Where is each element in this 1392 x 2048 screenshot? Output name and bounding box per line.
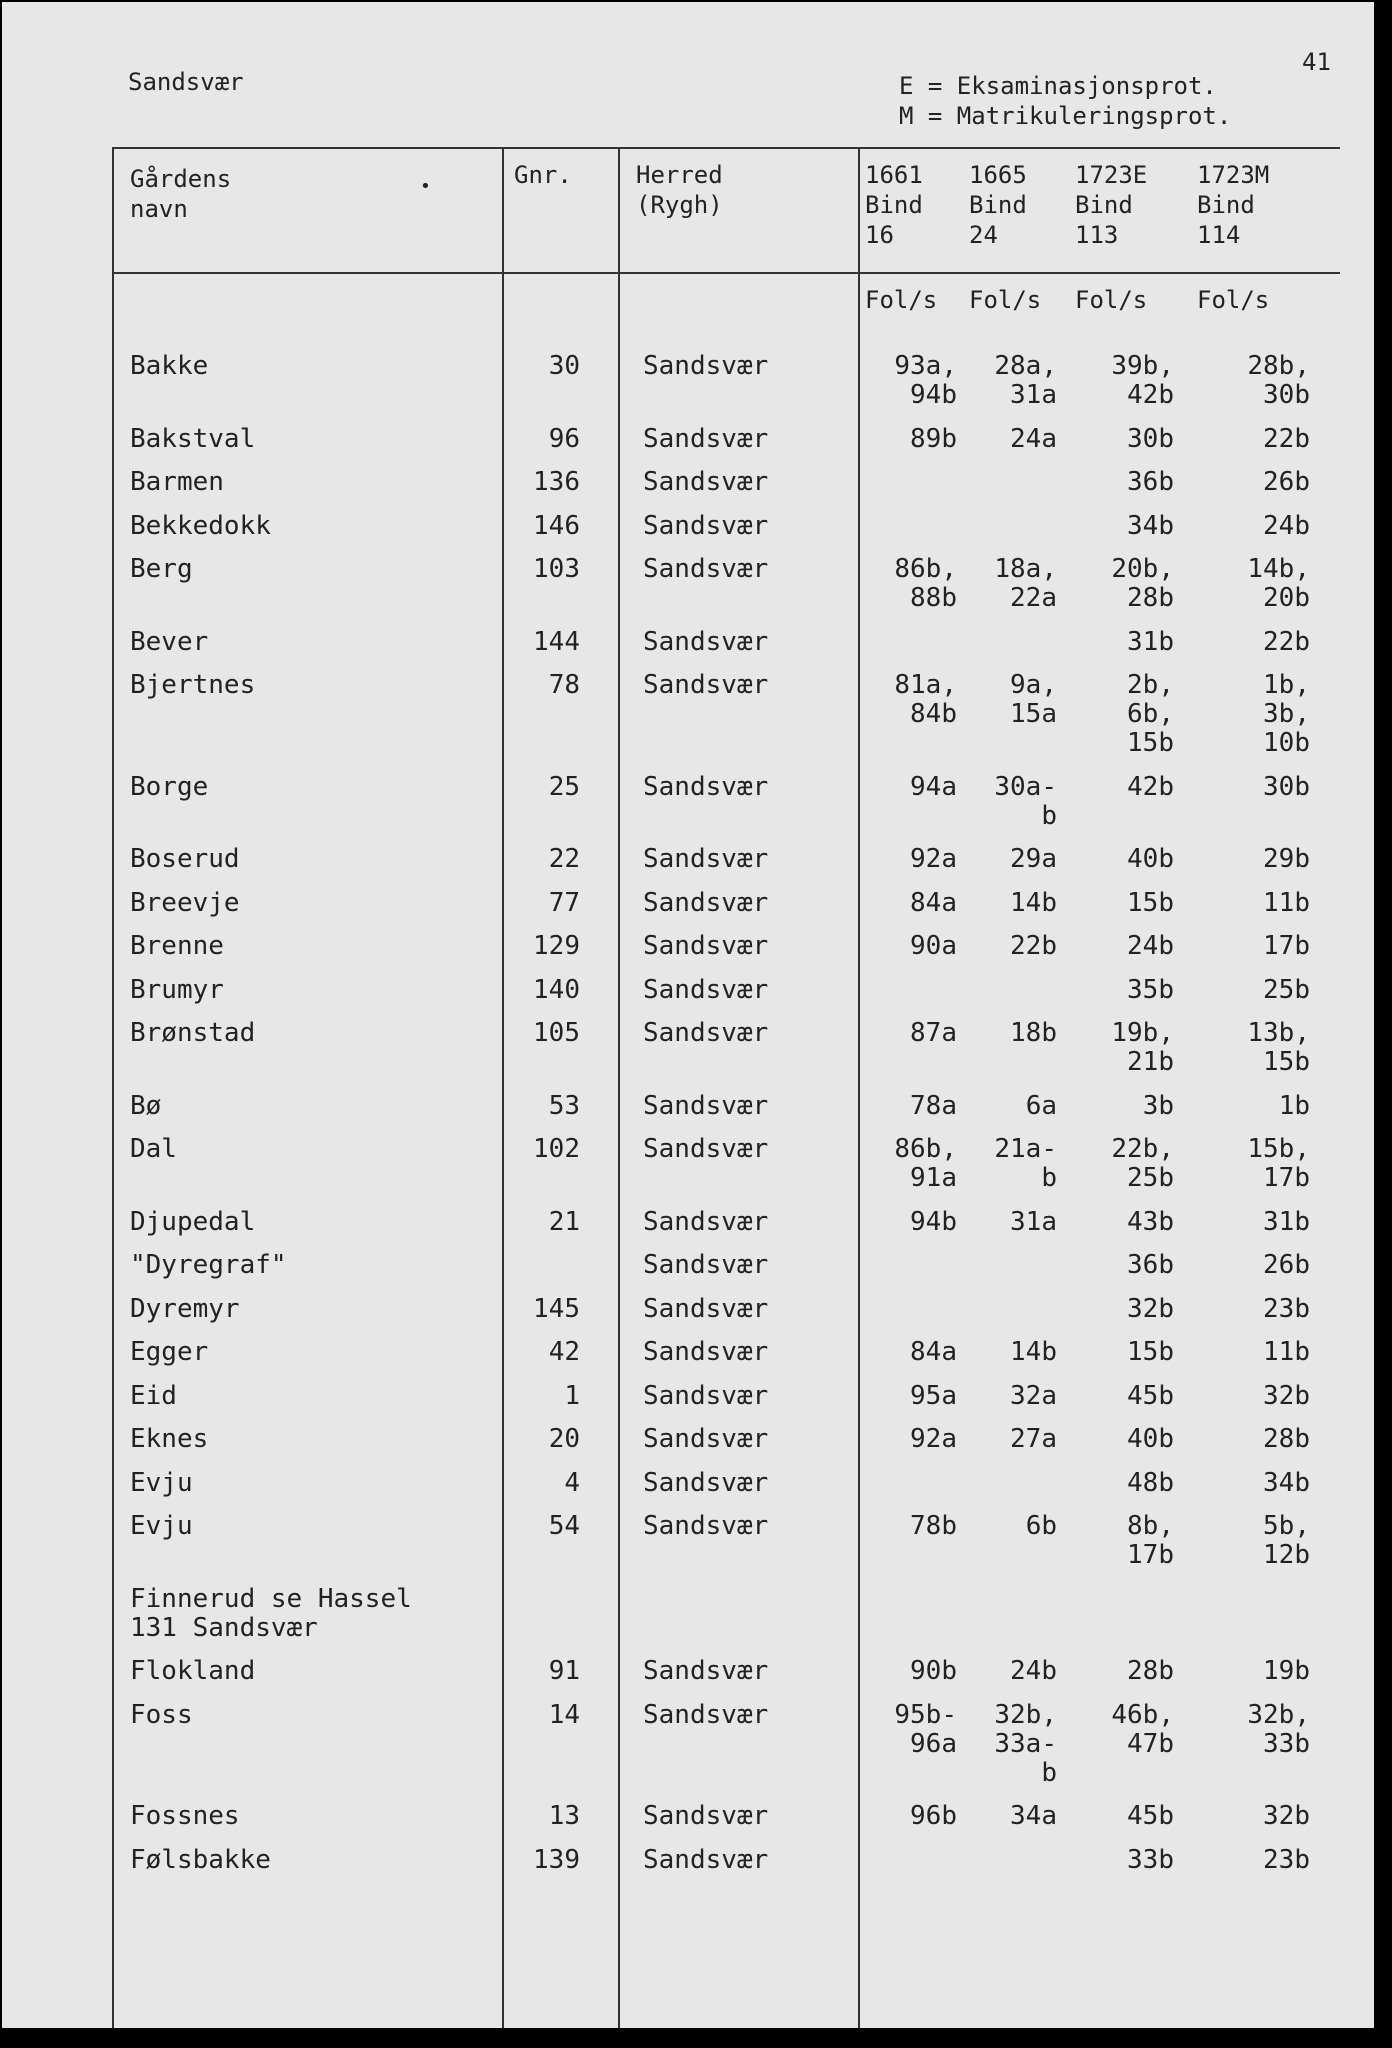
cell-name: Dyremyr <box>130 1293 240 1324</box>
cell-herred: Sandsvær <box>643 974 769 1005</box>
page-number: 41 <box>1302 48 1331 76</box>
cell-name: Bever <box>130 626 209 657</box>
cell-herred: Sandsvær <box>643 1293 769 1324</box>
cell-gnr: 20 <box>548 1424 580 1454</box>
unit-fol-s: Fol/s <box>969 286 1042 314</box>
cell-name: Bakke <box>130 351 209 381</box>
cell-1661: 78a <box>910 1090 957 1121</box>
cell-herred: Sandsvær <box>643 1250 769 1280</box>
cell-name: Foss <box>130 1699 193 1730</box>
cell-name: Følsbakke <box>130 1844 271 1875</box>
col-header-herred: Herred (Rygh) <box>636 161 723 219</box>
cell-herred: Sandsvær <box>643 1801 769 1831</box>
cell-1665: 6a <box>1025 1090 1057 1121</box>
table-left-border <box>112 147 114 2028</box>
cell-1661: 92a <box>910 1424 957 1454</box>
cell-1661: 86b, 91a <box>894 1134 957 1193</box>
cell-herred: Sandsvær <box>643 670 769 700</box>
cell-1665: 6b <box>1025 1511 1057 1541</box>
cell-name: Bjertnes <box>130 670 256 700</box>
cell-1723e: 28b <box>1127 1656 1174 1686</box>
cell-1665: 21a- b <box>994 1134 1057 1193</box>
cell-1723m: 5b, 12b <box>1263 1511 1310 1570</box>
cell-1665: 9a, 15a <box>1010 670 1057 729</box>
cell-1661: 90a <box>910 931 957 961</box>
cell-1723e: 36b <box>1127 467 1174 497</box>
cell-1723e: 45b <box>1127 1380 1174 1411</box>
cell-gnr: 77 <box>548 887 580 918</box>
cell-1723m: 24b <box>1263 510 1310 541</box>
cell-1723m: 31b <box>1263 1206 1310 1237</box>
cell-herred: Sandsvær <box>643 554 769 584</box>
cell-1665: 34a <box>1010 1801 1057 1831</box>
cell-1661: 81a, 84b <box>894 670 957 729</box>
cell-1723m: 23b <box>1263 1844 1310 1875</box>
cell-name: Flokland <box>130 1656 256 1686</box>
cell-1723m: 1b, 3b, 10b <box>1263 670 1310 758</box>
cell-gnr: 136 <box>533 467 580 497</box>
document-page <box>2 2 1374 2028</box>
cell-1723e: 35b <box>1127 974 1174 1005</box>
cell-herred: Sandsvær <box>643 1090 769 1121</box>
table-top-rule <box>112 147 1340 149</box>
cell-gnr: 53 <box>548 1090 580 1121</box>
cell-1723e: 43b <box>1127 1206 1174 1237</box>
cell-1723e: 2b, 6b, 15b <box>1127 670 1174 758</box>
cell-1723e: 24b <box>1127 931 1174 961</box>
cell-gnr: 96 <box>548 423 580 454</box>
cell-gnr: 4 <box>564 1467 580 1498</box>
cell-1723e: 30b <box>1127 423 1174 454</box>
cell-1665: 31a <box>1010 1206 1057 1237</box>
cell-gnr: 103 <box>533 554 580 584</box>
cell-name: Boserud <box>130 844 240 874</box>
cell-name: Brønstad <box>130 1018 256 1048</box>
cell-1723m: 13b, 15b <box>1247 1018 1310 1077</box>
col-header-1661: 1661 Bind 16 <box>865 161 923 249</box>
cell-1661: 92a <box>910 844 957 874</box>
cell-1723m: 25b <box>1263 974 1310 1005</box>
cell-1723m: 14b, 20b <box>1247 554 1310 613</box>
cell-gnr: 1 <box>564 1380 580 1411</box>
cell-1661: 89b <box>910 423 957 454</box>
cell-1661: 96b <box>910 1801 957 1831</box>
col-header-1665: 1665 Bind 24 <box>969 161 1027 249</box>
cell-1665: 14b <box>1010 887 1057 918</box>
cell-1723m: 32b, 33b <box>1247 1699 1310 1759</box>
cell-gnr: 78 <box>548 670 580 700</box>
cell-1665: 24b <box>1010 1656 1057 1686</box>
cell-1665: 28a, 31a <box>994 351 1057 410</box>
cell-name: Borge <box>130 771 209 802</box>
cell-herred: Sandsvær <box>643 1380 769 1411</box>
cell-herred: Sandsvær <box>643 510 769 541</box>
header-dot: • <box>420 176 431 197</box>
cell-1665: 18a, 22a <box>994 554 1057 613</box>
cell-name: Fossnes <box>130 1801 240 1831</box>
cell-1661: 87a <box>910 1018 957 1048</box>
cell-1723m: 11b <box>1263 887 1310 918</box>
cell-gnr: 22 <box>548 844 580 874</box>
cell-gnr: 14 <box>548 1699 580 1730</box>
cell-1661: 86b, 88b <box>894 554 957 613</box>
col-header-1723m: 1723M Bind 114 <box>1197 161 1270 249</box>
cell-gnr: 140 <box>533 974 580 1005</box>
cell-1723m: 26b <box>1263 1250 1310 1280</box>
cell-1723e: 40b <box>1127 844 1174 874</box>
cell-herred: Sandsvær <box>643 1337 769 1367</box>
col-header-1723e: 1723E Bind 113 <box>1075 161 1148 249</box>
cell-name: Djupedal <box>130 1206 256 1237</box>
cell-1723e: 39b, 42b <box>1111 351 1174 410</box>
cell-1723e: 15b <box>1127 887 1174 918</box>
district-title: Sandsvær <box>128 68 244 96</box>
col-header-gnr: Gnr. <box>514 161 572 189</box>
cell-1723e: 20b, 28b <box>1111 554 1174 613</box>
cell-1723m: 29b <box>1263 844 1310 874</box>
cell-1723m: 17b <box>1263 931 1310 961</box>
cell-1723e: 31b <box>1127 626 1174 657</box>
cell-name: Finnerud se Hassel 131 Sandsvær <box>130 1583 412 1643</box>
cell-herred: Sandsvær <box>643 1206 769 1237</box>
cell-1723m: 1b <box>1278 1090 1310 1121</box>
cell-1723m: 22b <box>1263 626 1310 657</box>
cell-1665: 32b, 33a- b <box>994 1699 1057 1788</box>
cell-1665: 22b <box>1010 931 1057 961</box>
cell-herred: Sandsvær <box>643 844 769 874</box>
cell-gnr: 13 <box>548 1801 580 1831</box>
cell-1723e: 15b <box>1127 1337 1174 1367</box>
header-bottom-rule <box>112 272 1340 274</box>
cell-1723m: 11b <box>1263 1337 1310 1367</box>
cell-herred: Sandsvær <box>643 1656 769 1686</box>
cell-herred: Sandsvær <box>643 351 769 381</box>
cell-herred: Sandsvær <box>643 423 769 454</box>
cell-1665: 29a <box>1010 844 1057 874</box>
cell-1723e: 34b <box>1127 510 1174 541</box>
cell-1723m: 30b <box>1263 771 1310 802</box>
unit-fol-s: Fol/s <box>865 286 938 314</box>
cell-1723e: 33b <box>1127 1844 1174 1875</box>
cell-gnr: 91 <box>548 1656 580 1686</box>
cell-1723m: 28b <box>1263 1424 1310 1454</box>
cell-1723e: 36b <box>1127 1250 1174 1280</box>
cell-1723m: 28b, 30b <box>1247 351 1310 410</box>
cell-1665: 14b <box>1010 1337 1057 1367</box>
cell-gnr: 42 <box>548 1337 580 1367</box>
cell-herred: Sandsvær <box>643 1467 769 1498</box>
cell-1661: 94b <box>910 1206 957 1237</box>
cell-herred: Sandsvær <box>643 1699 769 1730</box>
cell-1723e: 32b <box>1127 1293 1174 1324</box>
cell-name: Evju <box>130 1467 193 1498</box>
cell-1661: 84a <box>910 1337 957 1367</box>
cell-1723e: 8b, 17b <box>1127 1511 1174 1570</box>
cell-1723e: 19b, 21b <box>1111 1018 1174 1077</box>
cell-gnr: 102 <box>533 1134 580 1164</box>
cell-herred: Sandsvær <box>643 1424 769 1454</box>
cell-herred: Sandsvær <box>643 1844 769 1875</box>
cell-1661: 94a <box>910 771 957 802</box>
cell-gnr: 30 <box>548 351 580 381</box>
unit-fol-s: Fol/s <box>1075 286 1148 314</box>
cell-name: Brumyr <box>130 974 224 1005</box>
cell-name: Dal <box>130 1134 177 1164</box>
cell-1661: 95b- 96a <box>894 1699 957 1759</box>
cell-name: Eid <box>130 1380 177 1411</box>
cell-gnr: 105 <box>533 1018 580 1048</box>
cell-name: Barmen <box>130 467 224 497</box>
col-header-name: Gårdens navn <box>130 165 232 223</box>
cell-name: Bakstval <box>130 423 256 454</box>
cell-gnr: 21 <box>548 1206 580 1237</box>
cell-1661: 93a, 94b <box>894 351 957 410</box>
cell-1723m: 32b <box>1263 1801 1310 1831</box>
cell-name: Berg <box>130 554 193 584</box>
cell-1723m: 22b <box>1263 423 1310 454</box>
cell-1723e: 42b <box>1127 771 1174 802</box>
cell-herred: Sandsvær <box>643 1018 769 1048</box>
cell-1661: 95a <box>910 1380 957 1411</box>
cell-1723m: 26b <box>1263 467 1310 497</box>
cell-name: Eknes <box>130 1424 209 1454</box>
unit-fol-s: Fol/s <box>1197 286 1270 314</box>
cell-herred: Sandsvær <box>643 771 769 802</box>
cell-1665: 32a <box>1010 1380 1057 1411</box>
cell-gnr: 144 <box>533 626 580 657</box>
cell-1723m: 15b, 17b <box>1247 1134 1310 1193</box>
cell-name: Bekkedokk <box>130 510 271 541</box>
cell-name: Egger <box>130 1337 209 1367</box>
cell-gnr: 146 <box>533 510 580 541</box>
cell-gnr: 139 <box>533 1844 580 1875</box>
cell-name: Bø <box>130 1090 162 1121</box>
cell-1723m: 34b <box>1263 1467 1310 1498</box>
cell-1723e: 45b <box>1127 1801 1174 1831</box>
cell-herred: Sandsvær <box>643 887 769 918</box>
cell-1665: 27a <box>1010 1424 1057 1454</box>
cell-name: Brenne <box>130 931 224 961</box>
cell-1661: 84a <box>910 887 957 918</box>
cell-1723e: 48b <box>1127 1467 1174 1498</box>
cell-herred: Sandsvær <box>643 467 769 497</box>
cell-1723m: 19b <box>1263 1656 1310 1686</box>
cell-name: Breevje <box>130 887 240 918</box>
cell-1723e: 40b <box>1127 1424 1174 1454</box>
legend-e: E = Eksaminasjonsprot. <box>899 72 1217 100</box>
cell-1723e: 22b, 25b <box>1111 1134 1174 1193</box>
cell-name: Evju <box>130 1511 193 1541</box>
cell-1665: 24a <box>1010 423 1057 454</box>
cell-herred: Sandsvær <box>643 931 769 961</box>
cell-1661: 78b <box>910 1511 957 1541</box>
cell-herred: Sandsvær <box>643 1511 769 1541</box>
cell-gnr: 145 <box>533 1293 580 1324</box>
cell-name: "Dyregraf" <box>130 1250 287 1280</box>
column-divider <box>618 147 620 2028</box>
cell-gnr: 129 <box>533 931 580 961</box>
cell-1723e: 3b <box>1142 1090 1174 1121</box>
cell-1723m: 32b <box>1263 1380 1310 1411</box>
cell-1665: 18b <box>1010 1018 1057 1048</box>
cell-1661: 90b <box>910 1656 957 1686</box>
cell-1665: 30a- b <box>994 771 1057 831</box>
cell-gnr: 25 <box>548 771 580 802</box>
legend-m: M = Matrikuleringsprot. <box>899 102 1232 130</box>
cell-1723m: 23b <box>1263 1293 1310 1324</box>
cell-herred: Sandsvær <box>643 626 769 657</box>
cell-herred: Sandsvær <box>643 1134 769 1164</box>
cell-gnr: 54 <box>548 1511 580 1541</box>
cell-1723e: 46b, 47b <box>1111 1699 1174 1759</box>
